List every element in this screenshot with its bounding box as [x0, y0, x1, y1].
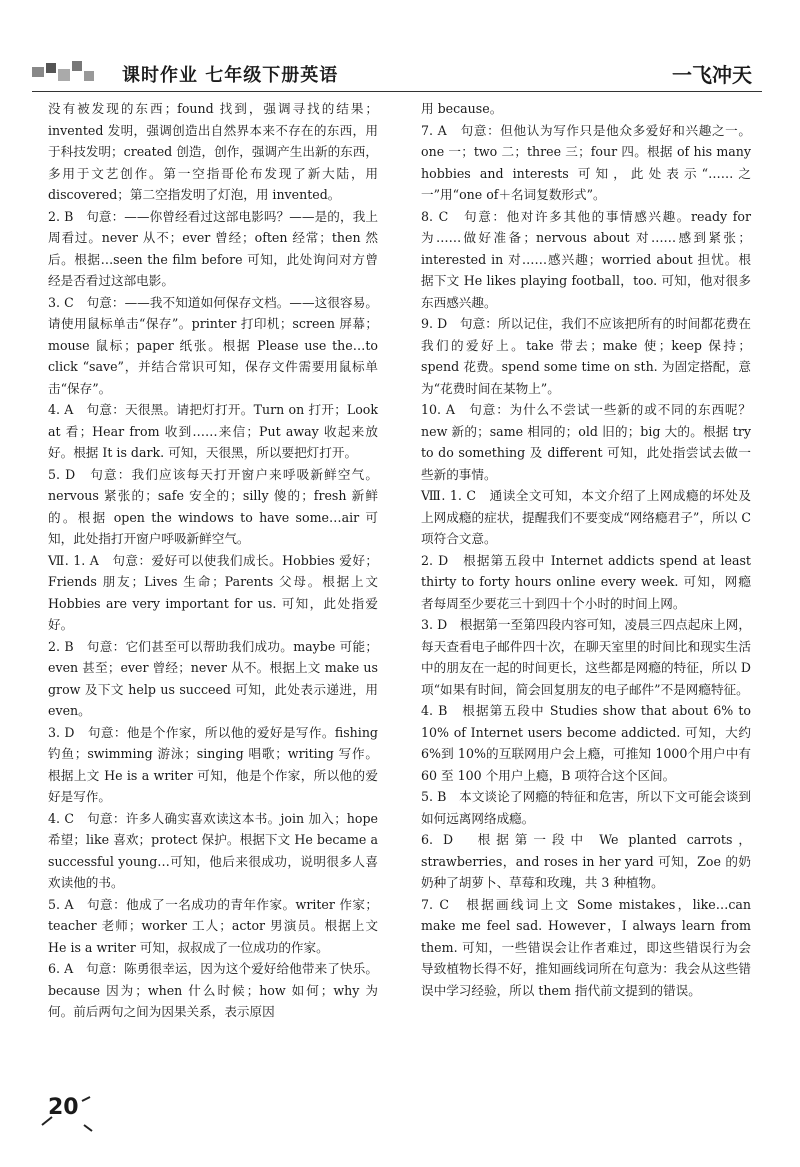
- right-column: [421, 98, 751, 1001]
- page-header: [32, 55, 762, 95]
- answer-paragraph: 4. C 句意：许多人确实喜欢读这本书。join 加入；hope 希望；like 喜欢；protect 保护。根据下文 He became a successful young…可知，他后来很成功，说明很多人喜欢读他的书。: [48, 810, 378, 890]
- header-decoration-icon: [32, 59, 102, 89]
- answer-paragraph: 10. A 句意：为什么不尝试一些新的或不同的东西呢？new 新的；same 相同的；old 旧的；big 大的。根据 try to do something 及 different 可知，此处指尝试去做一些新的事情。: [421, 402, 751, 482]
- page-number-text: 20: [48, 1095, 79, 1120]
- header-brand: 一飞冲天: [672, 63, 752, 87]
- answer-paragraph: 9. D 句意：所以记住，我们不应该把所有的时间都花费在我们的爱好上。take 带去；make 使；keep 保持；spend 花费。spend some time on sth. 为固定搭配，意为“花费时间在某物上”。: [421, 316, 751, 396]
- answer-paragraph: 2. B 句意：——你曾经看过这部电影吗？——是的，我上周看过。never 从不；ever 曾经；often 经常；then 然后。根据…seen the film before 可知，此处询问对方曾经是否看过这部电影。: [48, 208, 378, 288]
- answer-paragraph: 用 because。: [421, 101, 503, 116]
- answer-paragraph: 4. A 句意：天很黑。请把灯打开。Turn on 打开；Look at 看；Hear from 收到……来信；Put away 收起来放好。根据 It is dark. 可知，天很黑，所以要把灯打开。: [48, 402, 378, 460]
- answer-paragraph: Ⅷ. 1. C 通读全文可知，本文介绍了上网成瘾的坏处及上网成瘾的症状，提醒我们不要变成“网络瘾君子”，所以 C 项符合文意。: [421, 488, 751, 546]
- answer-paragraph: 3. D 句意：他是个作家，所以他的爱好是写作。fishing 钓鱼；swimming 游泳；singing 唱歌；writing 写作。根据上文 He is a writer 可知，他是个作家，所以他的爱好是写作。: [48, 724, 378, 804]
- answer-paragraph: 4. B 根据第五段中 Studies show that about 6% to 10% of Internet users become addicted. 可知，大约 6%到 10%的互联网用户会上瘾，可推知 1000个用户中有 60 至 100 个用户上瘾，B 项符合这个区间。: [421, 703, 751, 783]
- answer-paragraph: 7. C 根据画线词上文 Some mistakes，like…can make me feel sad. However，I always learn from them. 可知，一些错误会让作者难过，即这些错误行为会导致植物长得不好，推知画线词所在句意为：我会从这些错误中学习经验，所以 them 指代前文提到的错误。: [421, 896, 751, 998]
- answer-paragraph: 7. A 句意：但他认为写作只是他众多爱好和兴趣之一。one 一；two 二；three 三；four 四。根据 of his many hobbies and interests 可知，此处表示“……之一”用“one of＋名词复数形式”。: [421, 122, 751, 202]
- answer-paragraph: 3. D 根据第一至第四段内容可知，凌晨三四点起床上网，每天查看电子邮件四十次，在聊天室里的时间比和现实生活中的朋友在一起的时间更长，这些都是网瘾的特征，所以 D 项“如果有时间，简会回复朋友的电子邮件”不是网瘾特征。: [421, 617, 751, 697]
- header-divider: [32, 91, 762, 92]
- header-title: 课时作业 七年级下册英语: [122, 65, 339, 86]
- answer-paragraph: 6. A 句意：陈勇很幸运，因为这个爱好给他带来了快乐。because 因为；when 什么时候；how 如何；why 为何。前后两句之间为因果关系，表示原因: [48, 961, 378, 1019]
- answer-paragraph: 2. D 根据第五段中 Internet addicts spend at least thirty to forty hours online every week. 可知，网瘾者每周至少要花三十到四十个小时的时间上网。: [421, 552, 751, 611]
- answer-paragraph: 5. A 句意：他成了一名成功的青年作家。writer 作家；teacher 老师；worker 工人；actor 男演员。根据上文 He is a writer 可知，叔叔成了一位成功的作家。: [48, 896, 378, 955]
- answer-paragraph: 3. C 句意：——我不知道如何保存文档。——这很容易。请使用鼠标单击“保存”。printer 打印机；screen 屏幕；mouse 鼠标；paper 纸张。根据 Please use the…to click “save”，并结合常识可知，保存文件需要用鼠标单击“保存”。: [48, 294, 378, 396]
- left-column: [48, 98, 378, 1023]
- answer-paragraph: 5. D 句意：我们应该每天打开窗户来呼吸新鲜空气。nervous 紧张的；safe 安全的；silly 傻的；fresh 新鲜的。根据 open the windows to have some…air 可知，此处指打开窗户呼吸新鲜空气。: [48, 466, 378, 546]
- answer-paragraph: 2. B 句意：它们甚至可以帮助我们成功。maybe 可能；even 甚至；ever 曾经；never 从不。根据上文 make us grow 及下文 help us succeed 可知，此处表示递进，用 even。: [48, 638, 378, 718]
- answer-paragraph: Ⅶ. 1. A 句意：爱好可以使我们成长。Hobbies 爱好；Friends 朋友；Lives 生命；Parents 父母。根据上文 Hobbies are very important for us. 可知，此处指爱好。: [48, 552, 378, 632]
- answer-paragraph: 没有被发现的东西；found 找到，强调寻找的结果；invented 发明，强调创造出自然界本来不存在的东西，用于科技发明；created 创造，创作，强调产生出新的东西，多用于文艺创作。第一空指哥伦布发现了新大陆，用 discovered；第二空指发明了灯泡，用 invented。: [48, 101, 378, 202]
- answer-paragraph: 8. C 句意：他对许多其他的事情感兴趣。ready for 为……做好准备；nervous about 对……感到紧张；interested in 对……感兴趣；worried about 担忧。根据下文 He likes playing football，too. 可知，他对很多东西感兴趣。: [421, 208, 751, 310]
- answer-paragraph: 6. D 根据第一段中 We planted carrots，strawberries，and roses in her yard 可知，Zoe 的奶奶种了胡萝卜、草莓和玫瑰，共 3 种植物。: [421, 832, 751, 890]
- page-number: [38, 1095, 94, 1135]
- answer-paragraph: 5. B 本文谈论了网瘾的特征和危害，所以下文可能会谈到如何远离网络成瘾。: [421, 789, 751, 826]
